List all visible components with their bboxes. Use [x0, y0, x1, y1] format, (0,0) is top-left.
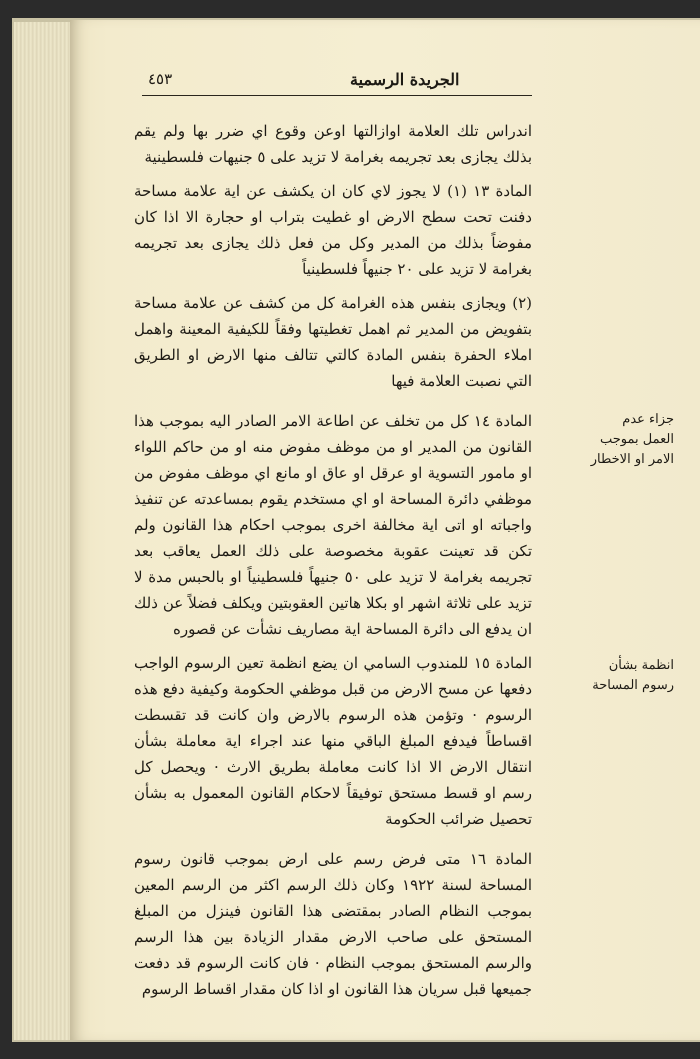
- paragraph-article-13-2: (٢) ويجازى بنفس هذه الغرامة كل من كشف عن علامة مساحة بتفويض من المدير ثم اهمل تغطيتها وفقاً للكيفية المعينة واهمل املاء الحفرة بنفس المادة كالتي تتالف منها الارض او الطريق التي نصبت العلامة فيها: [134, 294, 532, 390]
- paragraph-article-13-1: المادة ١٣ (١) لا يجوز لاي كان ان يكشف عن اية علامة مساحة دفنت تحت سطح الارض او غطيت بتراب او حجارة الا اذا كان مفوضاً بذلك من المدير وكل من فعل ذلك يجازى بعد تجريمه بغرامة لا تزيد على ٢٠ جنيهاً فلسطينياً: [134, 182, 532, 278]
- paragraph-article-16: المادة ١٦ متى فرض رسم على ارض بموجب قانون رسوم المساحة لسنة ١٩٢٢ وكان ذلك الرسم اكثر من الرسم المعين بموجب النظام الصادر بمقتضى هذا القانون فينزل من المبلغ المستحق على صاحب الارض مقدار الزيادة بين هذا الرسم والرسم المستحق بموجب النظام · فان كانت الرسوم قد دفعت جميعها قبل سريان هذا القانون او اذا كان مقدار اقساط الرسوم: [134, 850, 532, 998]
- margin-note-survey-fees: انظمة بشأن رسوم المساحة: [592, 658, 674, 693]
- body-text: [134, 118, 532, 1016]
- margin-note-penalty: جزاء عدم العمل بموجب الامر او الاخطار: [590, 412, 674, 467]
- page-edges: [14, 22, 71, 1040]
- page-title: الجريدة الرسمية: [350, 70, 460, 89]
- paragraph-article-15: المادة ١٥ للمندوب السامي ان يضع انظمة تعين الرسوم الواجب دفعها عن مسح الارض من قبل موظفي الحكومة وكيفية دفع هذه الرسوم · وتؤمن هذه الرسوم بالارض وان كانت قد تقسطت اقساطاً فيدفع المبلغ الباقي منها عند اجراء اية معاملة بشأن انتقال الارض الا اذا كانت معاملة بطريق الارث · ويحصل كل رسم او قسط مستحق توفيقاً لاحكام القانون المعمول به بشأن تحصيل ضرائب الحكومة: [134, 654, 532, 828]
- paragraph-continuation: اندراس تلك العلامة اوازالتها اوعن وقوع اي ضرر بها ولم يقم بذلك يجازى بعد تجريمه بغرامة لا تزيد على ٥ جنيهات فلسطينية: [134, 122, 532, 166]
- page-number: ٤٥٣: [148, 70, 173, 88]
- paragraph-article-14: المادة ١٤ كل من تخلف عن اطاعة الامر الصادر اليه بموجب هذا القانون من المدير او من موظف مفوض منه او من حاكم اللواء او مامور التسوية او عرقل او عاق او مانع اي موظف مفوض من موظفي دائرة المساحة او اي مستخدم يقوم بمساعدته عن تنفيذ واجباته او اتى اية مخالفة اخرى بموجب احكام هذا القانون ولم تكن قد تعينت عقوبة مخصوصة على ذلك العمل يعاقب بعد تجريمه بغرامة لا تزيد على ٥٠ جنيهاً فلسطينياً او بالحبس مدة لا تزيد على ثلاثة اشهر او بكلا هاتين العقوبتين ويكلف فضلاً عن ذلك ان يدفع الى دائرة المساحة اية مصاريف نشأت عن قصوره: [134, 412, 532, 638]
- header-rule: [142, 95, 532, 96]
